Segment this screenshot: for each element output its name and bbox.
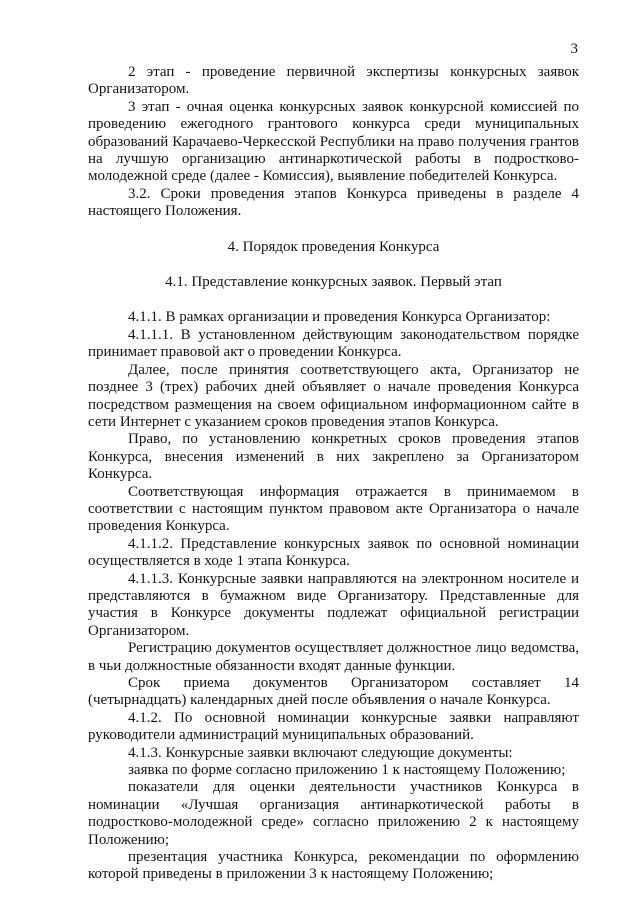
page-number: 3 xyxy=(570,41,578,57)
paragraph: Срок приема документов Организатором составляет 14 (четырнадцать) календарных дней после объявления о начале Конкурса. xyxy=(88,675,579,709)
paragraph: 4.1.1.2. Представление конкурсных заявок по основной номинации осуществляется в ходе 1 этапа Конкурса. xyxy=(88,535,579,570)
paragraph: показатели для оценки деятельности участников Конкурса в номинации «Лучшая организация антинаркотической работы в подростково-молодежной среде» согласно приложению 2 к настоящему Положению; xyxy=(88,779,579,848)
paragraph: 2 этап - проведение первичной экспертизы конкурсных заявок Организатором. xyxy=(88,64,579,98)
paragraph: 3.2. Сроки проведения этапов Конкурса приведены в разделе 4 настоящего Положения. xyxy=(88,185,579,220)
paragraph: 3 этап - очная оценка конкурсных заявок конкурсной комиссией по проведению ежегодного грантового конкурса среди муниципальных образований Карачаево-Черкесской Республики на право получения грантов на лучшую организацию антинаркотической работы в подростково-молодежной среде (далее - Комиссия), выявление победителей Конкурса. xyxy=(88,98,579,185)
section-heading: 4. Порядок проведения Конкурса xyxy=(227,238,440,255)
paragraph: 4.1.2. По основной номинации конкурсные заявки направляют руководители администраций муниципальных образований. xyxy=(88,709,579,744)
subsection-heading: 4.1. Представление конкурсных заявок. Первый этап xyxy=(165,274,502,291)
paragraph: 4.1.1.3. Конкурсные заявки направляются на электронном носителе и представляются в бумажном виде Организатору. Представленные для участия в Конкурсе документы подлежат официальной регистрации Организатором. xyxy=(88,570,579,639)
paragraph: 4.1.1. В рамках организации и проведения Конкурса Организатор: xyxy=(128,309,551,326)
paragraph: заявка по форме согласно приложению 1 к настоящему Положению; xyxy=(128,762,566,779)
document-body xyxy=(88,64,579,884)
paragraph: 4.1.3. Конкурсные заявки включают следующие документы: xyxy=(128,744,513,761)
paragraph: Далее, после принятия соответствующего акта, Организатор не позднее 3 (трех) рабочих дней объявляет о начале проведения Конкурса посредством размещения на своем официальном информационном сайте в сети Интернет с указанием сроков проведения этапов Конкурса. xyxy=(88,361,579,430)
paragraph: 4.1.1.1. В установленном действующим законодательством порядке принимает правовой акт о проведении Конкурса. xyxy=(88,326,579,361)
paragraph: Право, по установлению конкретных сроков проведения этапов Конкурса, внесения изменений в них закреплено за Организатором Конкурса. xyxy=(88,431,579,483)
paragraph: презентация участника Конкурса, рекомендации по оформлению которой приведены в приложении 3 к настоящему Положению; xyxy=(88,849,579,883)
paragraph: Регистрацию документов осуществляет должностное лицо ведомства, в чьи должностные обязанности входят данные функции. xyxy=(88,640,579,674)
paragraph: Соответствующая информация отражается в принимаемом в соответствии с настоящим пунктом правовом акте Организатора о начале проведения Конкурса. xyxy=(88,483,579,535)
